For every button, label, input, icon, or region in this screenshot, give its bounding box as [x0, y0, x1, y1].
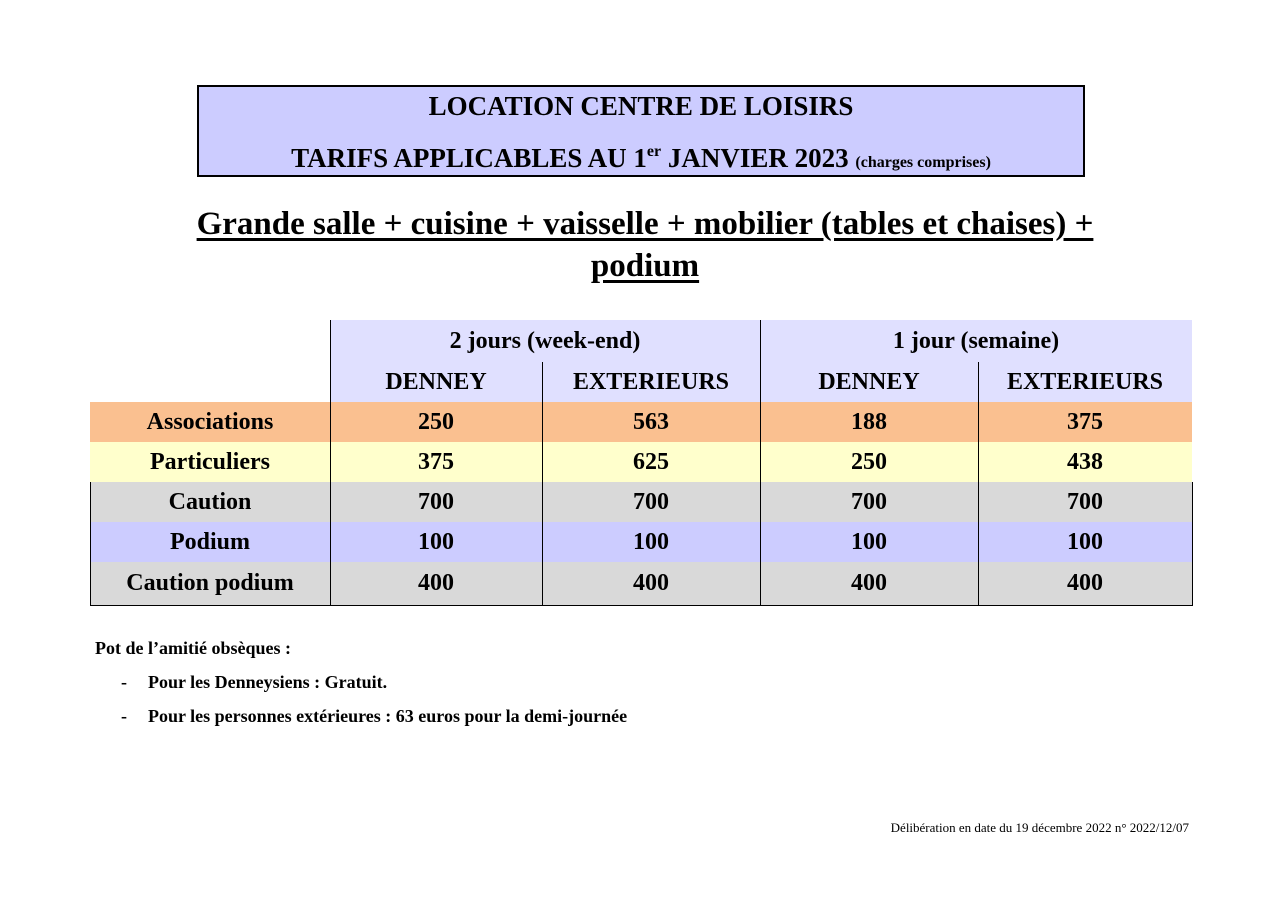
row-label: Caution podium [90, 562, 330, 605]
table-cell: 700 [330, 482, 542, 522]
table-cell: 400 [760, 562, 978, 605]
row-label: Associations [90, 402, 330, 442]
table-cell: 100 [760, 522, 978, 562]
table-cell: 375 [330, 442, 542, 482]
charges-note: (charges comprises) [855, 154, 991, 171]
row-label: Caution [90, 482, 330, 522]
table-cell: 400 [542, 562, 760, 605]
row-label: Podium [90, 522, 330, 562]
column-header: DENNEY [760, 362, 978, 402]
table-cell: 700 [760, 482, 978, 522]
table-cell: 100 [330, 522, 542, 562]
column-header: EXTERIEURS [542, 362, 760, 402]
column-header: DENNEY [330, 362, 542, 402]
column-header: EXTERIEURS [978, 362, 1192, 402]
column-group-header: 2 jours (week-end) [330, 320, 760, 362]
table-cell: 700 [542, 482, 760, 522]
subtitle-line-2: podium [590, 248, 700, 284]
table-cell: 400 [978, 562, 1192, 605]
tariff-date-superscript: er [646, 143, 662, 160]
document-title: LOCATION CENTRE DE LOISIRS [428, 91, 854, 121]
tariff-date-suffix: JANVIER 2023 [661, 143, 856, 173]
table-cell: 250 [330, 402, 542, 442]
list-bullet: - [121, 672, 127, 692]
list-bullet: - [121, 706, 127, 726]
table-cell: 375 [978, 402, 1192, 442]
tariff-date-prefix: TARIFS APPLICABLES AU 1 [291, 143, 647, 173]
table-border [760, 320, 761, 606]
deliberation-footer: Délibération en date du 19 décembre 2022 n° 2022/12/07 [890, 820, 1189, 835]
table-cell: 700 [978, 482, 1192, 522]
title-box [197, 85, 1085, 177]
table-cell: 100 [978, 522, 1192, 562]
notes-title: Pot de l’amitié obsèques : [95, 638, 291, 658]
table-cell: 438 [978, 442, 1192, 482]
table-border [330, 320, 331, 606]
table-border [978, 362, 979, 606]
table-border [542, 362, 543, 606]
rental-subtitle [100, 203, 1190, 287]
table-cell: 188 [760, 402, 978, 442]
list-item-text: Pour les personnes extérieures : 63 euros pour la demi-journée [148, 706, 628, 726]
list-item [121, 706, 627, 727]
table-border [90, 605, 1193, 606]
table-border [90, 482, 91, 606]
table-cell: 250 [760, 442, 978, 482]
table-cell: 400 [330, 562, 542, 605]
table-border [1192, 482, 1193, 606]
list-item [121, 672, 387, 693]
list-item-text: Pour les Denneysiens : Gratuit. [148, 672, 388, 692]
tariff-date-line [199, 143, 1083, 174]
table-cell: 100 [542, 522, 760, 562]
row-label: Particuliers [90, 442, 330, 482]
column-group-header: 1 jour (semaine) [760, 320, 1192, 362]
table-cell: 563 [542, 402, 760, 442]
table-cell: 625 [542, 442, 760, 482]
subtitle-line-1: Grande salle + cuisine + vaisselle + mobilier (tables et chaises) + [196, 206, 1094, 242]
